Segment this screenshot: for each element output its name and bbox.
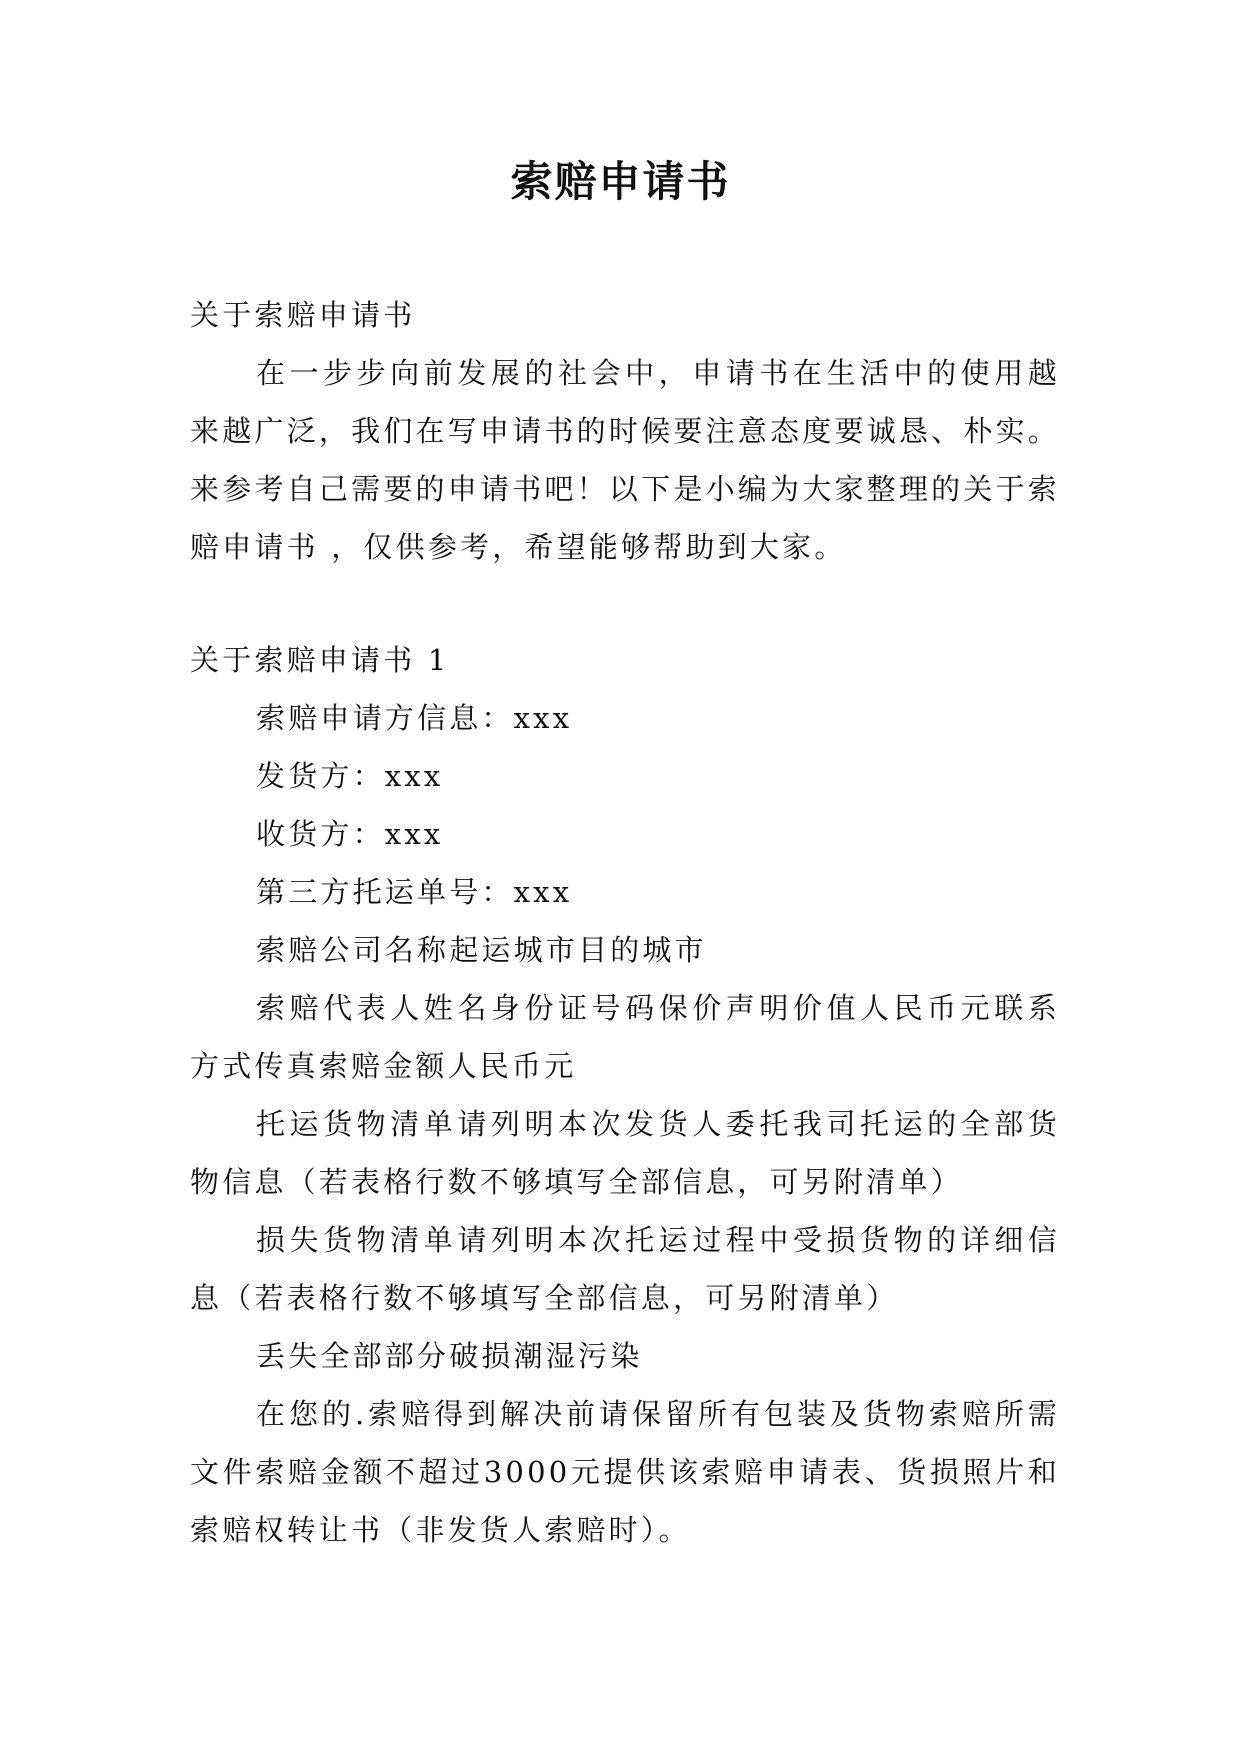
cargo-list-paragraph: 托运货物清单请列明本次发货人委托我司托运的全部货物信息（若表格行数不够填写全部信息，可另附清单） xyxy=(190,1107,1060,1199)
section-1-heading: 关于索赔申请书 1 xyxy=(190,643,450,677)
waybill-number-paragraph: 第三方托运单号：xxx xyxy=(256,875,573,909)
damaged-goods-paragraph: 损失货物清单请列明本次托运过程中受损货物的详细信息（若表格行数不够填写全部信息，可另附清单） xyxy=(190,1223,1060,1315)
intro-heading: 关于索赔申请书 xyxy=(190,298,416,332)
representative-paragraph: 索赔代表人姓名身份证号码保价声明价值人民币元联系方式传真索赔金额人民币元 xyxy=(190,991,1060,1083)
shipper-paragraph: 发货方：xxx xyxy=(256,759,444,793)
loss-type-paragraph: 丢失全部部分破损潮湿污染 xyxy=(256,1339,643,1373)
intro-paragraph: 在一步步向前发展的社会中，申请书在生活中的使用越来越广泛，我们在写申请书的时候要注意态度要诚恳、朴实。来参考自己需要的申请书吧！以下是小编为大家整理的关于索赔申请书 ，仅供参考，希望能够帮助到大家。 xyxy=(190,356,1060,564)
consignee-paragraph: 收货方：xxx xyxy=(256,817,444,851)
company-city-paragraph: 索赔公司名称起运城市目的城市 xyxy=(256,933,707,967)
intro-section xyxy=(190,286,1060,576)
claimant-info-paragraph: 索赔申请方信息：xxx xyxy=(256,701,573,735)
retention-notice-paragraph: 在您的.索赔得到解决前请保留所有包装及货物索赔所需文件索赔金额不超过3000元提供该索赔申请表、货损照片和索赔权转让书（非发货人索赔时）。 xyxy=(190,1397,1060,1547)
section-1 xyxy=(190,631,1060,1559)
document-title: 索赔申请书 xyxy=(510,157,731,206)
